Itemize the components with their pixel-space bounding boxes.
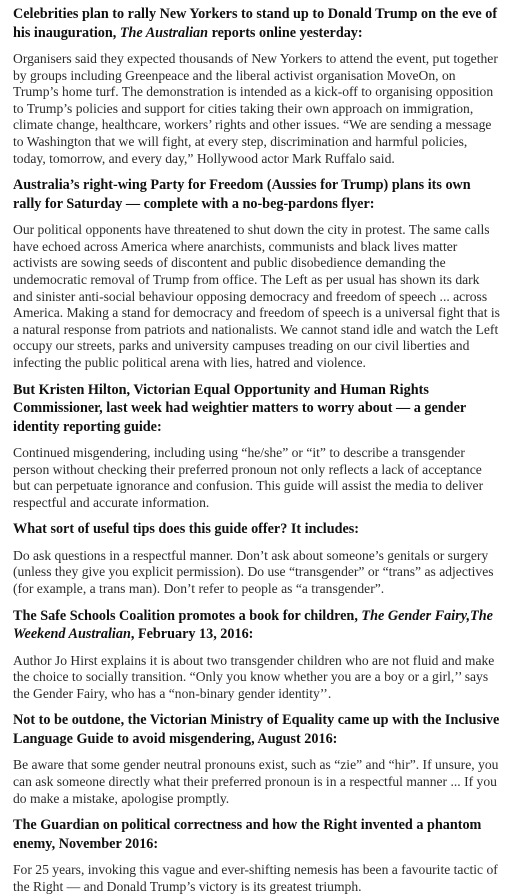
section-celebrities-rally: [13, 5, 502, 167]
publication-title: The Australian: [119, 24, 209, 41]
section-heading: The Guardian on political correctness and how the Right invented a phantom enemy, November 2016:: [13, 817, 482, 852]
section-party-for-freedom: [13, 176, 502, 371]
section-quote: Continued misgendering, including using “he/she” or “it” to describe a transgender person without checking their preferred pronoun not only reflects a lack of acceptance but can perpetuate ignorance and confusion. This guide will assist the media to deliver respectful and accurate information.: [13, 445, 484, 510]
heading-text: reports online yesterday:: [208, 24, 363, 41]
section-heading: Australia’s right-wing Party for Freedom (Aussies for Trump) plans its own rally for Saturday — complete with a no-beg-pardons flyer:: [13, 177, 471, 212]
section-quote: Organisers said they expected thousands of New Yorkers to attend the event, put together by groups including Greenpeace and the liberal activist organisation MoveOn, on Trump’s home turf. The demonstration is intended as a kick-off to organising opposition to Trump’s policies and support for cities taking their own approach on immigration, climate change, healthcare, workers’ rights and other issues. “We are sending a message to Washington that we will fight, at every step, discrimination and harmful policies, today, tomorrow, and every day,” Hollywood actor Mark Ruffalo said.: [13, 51, 498, 166]
section-quote: For 25 years, invoking this vague and ever-shifting nemesis has been a favourite tactic of the Right — and Donald Trump’s victory is its greatest triumph.: [13, 862, 498, 894]
section-guardian: [13, 816, 502, 895]
section-guide-tips: [13, 520, 502, 597]
heading-text: , February 13, 2016:: [130, 626, 254, 643]
heading-text: The Safe Schools Coalition promotes a book for children,: [13, 607, 362, 624]
heading-text: Celebrities plan to rally New Yorkers to stand up to Donald Trump on the eve of his inauguration,: [13, 6, 498, 41]
section-reporting-guide: [13, 381, 502, 512]
section-heading: [13, 607, 502, 644]
section-heading: But Kristen Hilton, Victorian Equal Opportunity and Human Rights Commissioner, last week had weightier matters to worry about — a gender identity reporting guide:: [13, 381, 466, 435]
publication-title: The Gender Fairy,The Weekend Australian: [13, 607, 493, 643]
section-inclusive-language: [13, 711, 502, 807]
section-heading: [13, 5, 502, 42]
section-gender-fairy: [13, 607, 502, 703]
section-heading: What sort of useful tips does this guide offer? It includes:: [13, 521, 360, 538]
section-quote: Be aware that some gender neutral pronouns exist, such as “zie” and “hir”. If unsure, you can ask someone directly what their preferred pronoun is in a respectful manner ... If you do make a mistake, apologise promptly.: [13, 757, 499, 806]
section-heading: Not to be outdone, the Victorian Ministry of Equality came up with the Inclusive Language Guide to avoid misgendering, August 2016:: [13, 712, 500, 747]
section-quote: Author Jo Hirst explains it is about two transgender children who are not fluid and make the choice to socially transition. “Only you know whether you are a boy or a girl,’’ says the Gender Fairy, who has a “non-binary gender identity’’.: [13, 652, 495, 701]
section-quote: Do ask questions in a respectful manner. Don’t ask about someone’s genitals or surgery (unless they give you explicit permission). Do use “transgender” or “trans” as adjectives (for example, a trans man). Don’t refer to people as “a transgender”.: [13, 547, 494, 597]
section-quote: Our political opponents have threatened to shut down the city in protest. The same calls have echoed across America where anarchists, communists and black lives matter activists are sowing seeds of discontent and public disobedience demanding the undemocratic removal of Trump from office. The Left as per usual has shown its dark and sinister anti-social behaviour opposing democracy and freedom of speech ... across America. Making a stand for democracy and freedom of speech is a universal fight that is a natural response from patriots and nationalists. We cannot stand idle and watch the Left occupy our streets, parks and university campuses treading on our civil liberties and infecting the public political arena with lies, hatred and violence.: [13, 222, 500, 370]
